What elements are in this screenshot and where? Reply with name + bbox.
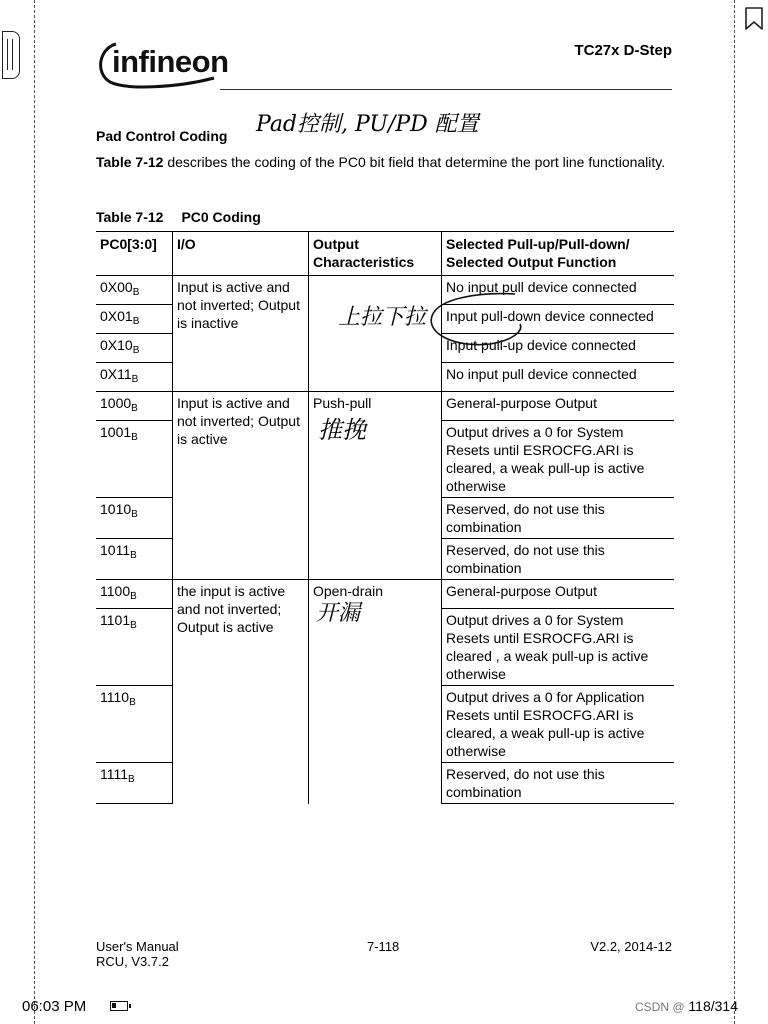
battery-icon <box>110 1001 128 1011</box>
handwritten-title-note: Pad控制, PU/PD 配置 <box>256 112 479 137</box>
battery-fill <box>112 1003 116 1008</box>
code-cell: $0X10_B$ <box>96 334 173 363</box>
function-cell: Output drives a 0 for System Resets until ESROCFG.ARI is cleared, a weak pull-up is active otherwise <box>442 421 675 498</box>
function-cell: No input pull device connected <box>442 363 675 392</box>
footer-page-number: 7-118 <box>367 939 400 954</box>
document-title: TC27x D-Step <box>574 42 672 59</box>
footer-left <box>96 939 179 969</box>
footer-version: RCU, V3.7.2 <box>96 954 169 969</box>
left-margin-guide <box>34 0 35 1024</box>
table-row <box>96 580 674 609</box>
function-cell: Reserved, do not use this combination <box>442 763 675 804</box>
function-cell: Reserved, do not use this combination <box>442 498 675 539</box>
section-title: Pad Control Coding <box>96 128 228 144</box>
code-cell: $1010_B$ <box>96 498 173 539</box>
footer-revision: V2.2, 2014-12 <box>590 939 672 954</box>
handwritten-open-drain-note: 开漏 <box>316 601 361 626</box>
code-cell: $1001_B$ <box>96 421 173 498</box>
table-row <box>96 392 674 421</box>
table-caption <box>96 209 261 225</box>
io-cell: Input is active and not inverted; Output is inactive <box>173 276 309 392</box>
io-cell: Input is active and not inverted; Output is active <box>173 392 309 580</box>
header-rule <box>220 89 672 90</box>
code-cell: $1101_B$ <box>96 609 173 686</box>
watermark-text: CSDN @ <box>635 1000 685 1014</box>
io-cell: the input is active and not inverted; Output is active <box>173 580 309 804</box>
intro-text: describes the coding of the PC0 bit field that determine the port line functionality. <box>163 154 666 170</box>
handwritten-pull-note: 上拉下拉 <box>338 305 427 330</box>
code-cell: $0X01_B$ <box>96 305 173 334</box>
header-pull-function: Selected Pull-up/Pull-down/ Selected Output Function <box>442 232 675 276</box>
handwritten-push-pull-note: 推挽 <box>318 416 366 444</box>
bookmark-icon[interactable] <box>743 6 765 32</box>
status-right <box>635 998 738 1014</box>
code-cell: $1000_B$ <box>96 392 173 421</box>
intro-table-ref: Table 7-12 <box>96 154 164 170</box>
handwritten-circle-mark <box>420 288 530 358</box>
side-menu-button[interactable] <box>2 31 20 79</box>
output-cell: Push-pull <box>309 392 442 580</box>
code-cell: $1100_B$ <box>96 580 173 609</box>
menu-bar-2 <box>12 39 13 70</box>
infineon-logo <box>96 38 229 92</box>
header-io: I/O <box>173 232 309 276</box>
intro-paragraph <box>96 153 672 171</box>
function-cell: No input pull device connected <box>442 276 675 305</box>
function-cell: Output drives a 0 for Application Resets until ESROCFG.ARI is cleared, a weak pull-up is active otherwise <box>442 686 675 763</box>
code-cell: $0X11_B$ <box>96 363 173 392</box>
menu-bar-1 <box>7 39 8 70</box>
table-header-row <box>96 232 674 276</box>
code-cell: $1110_B$ <box>96 686 173 763</box>
function-cell: General-purpose Output <box>442 580 675 609</box>
function-cell: Input pull-down device connected <box>442 305 675 334</box>
function-cell: Input pull-up device connected <box>442 334 675 363</box>
function-cell: Reserved, do not use this combination <box>442 539 675 580</box>
clock: 06:03 PM <box>22 998 87 1015</box>
output-cell: Open-drain <box>309 580 442 804</box>
code-cell: $1011_B$ <box>96 539 173 580</box>
right-margin-guide <box>734 0 735 1024</box>
function-cell: Output drives a 0 for System Resets until ESROCFG.ARI is cleared , a weak pull-up is active otherwise <box>442 609 675 686</box>
table-caption-title: PC0 Coding <box>181 209 261 225</box>
logo-text: infineon <box>112 44 229 79</box>
table-caption-number: Table 7-12 <box>96 209 164 225</box>
page-counter: 118/314 <box>688 998 738 1014</box>
header-pc0: PC0[3:0] <box>96 232 173 276</box>
code-cell: $1111_B$ <box>96 763 173 804</box>
header-output-characteristics: Output Characteristics <box>309 232 442 276</box>
function-cell: General-purpose Output <box>442 392 675 421</box>
code-cell: $0X00_B$ <box>96 276 173 305</box>
footer-manual: User's Manual <box>96 939 179 954</box>
